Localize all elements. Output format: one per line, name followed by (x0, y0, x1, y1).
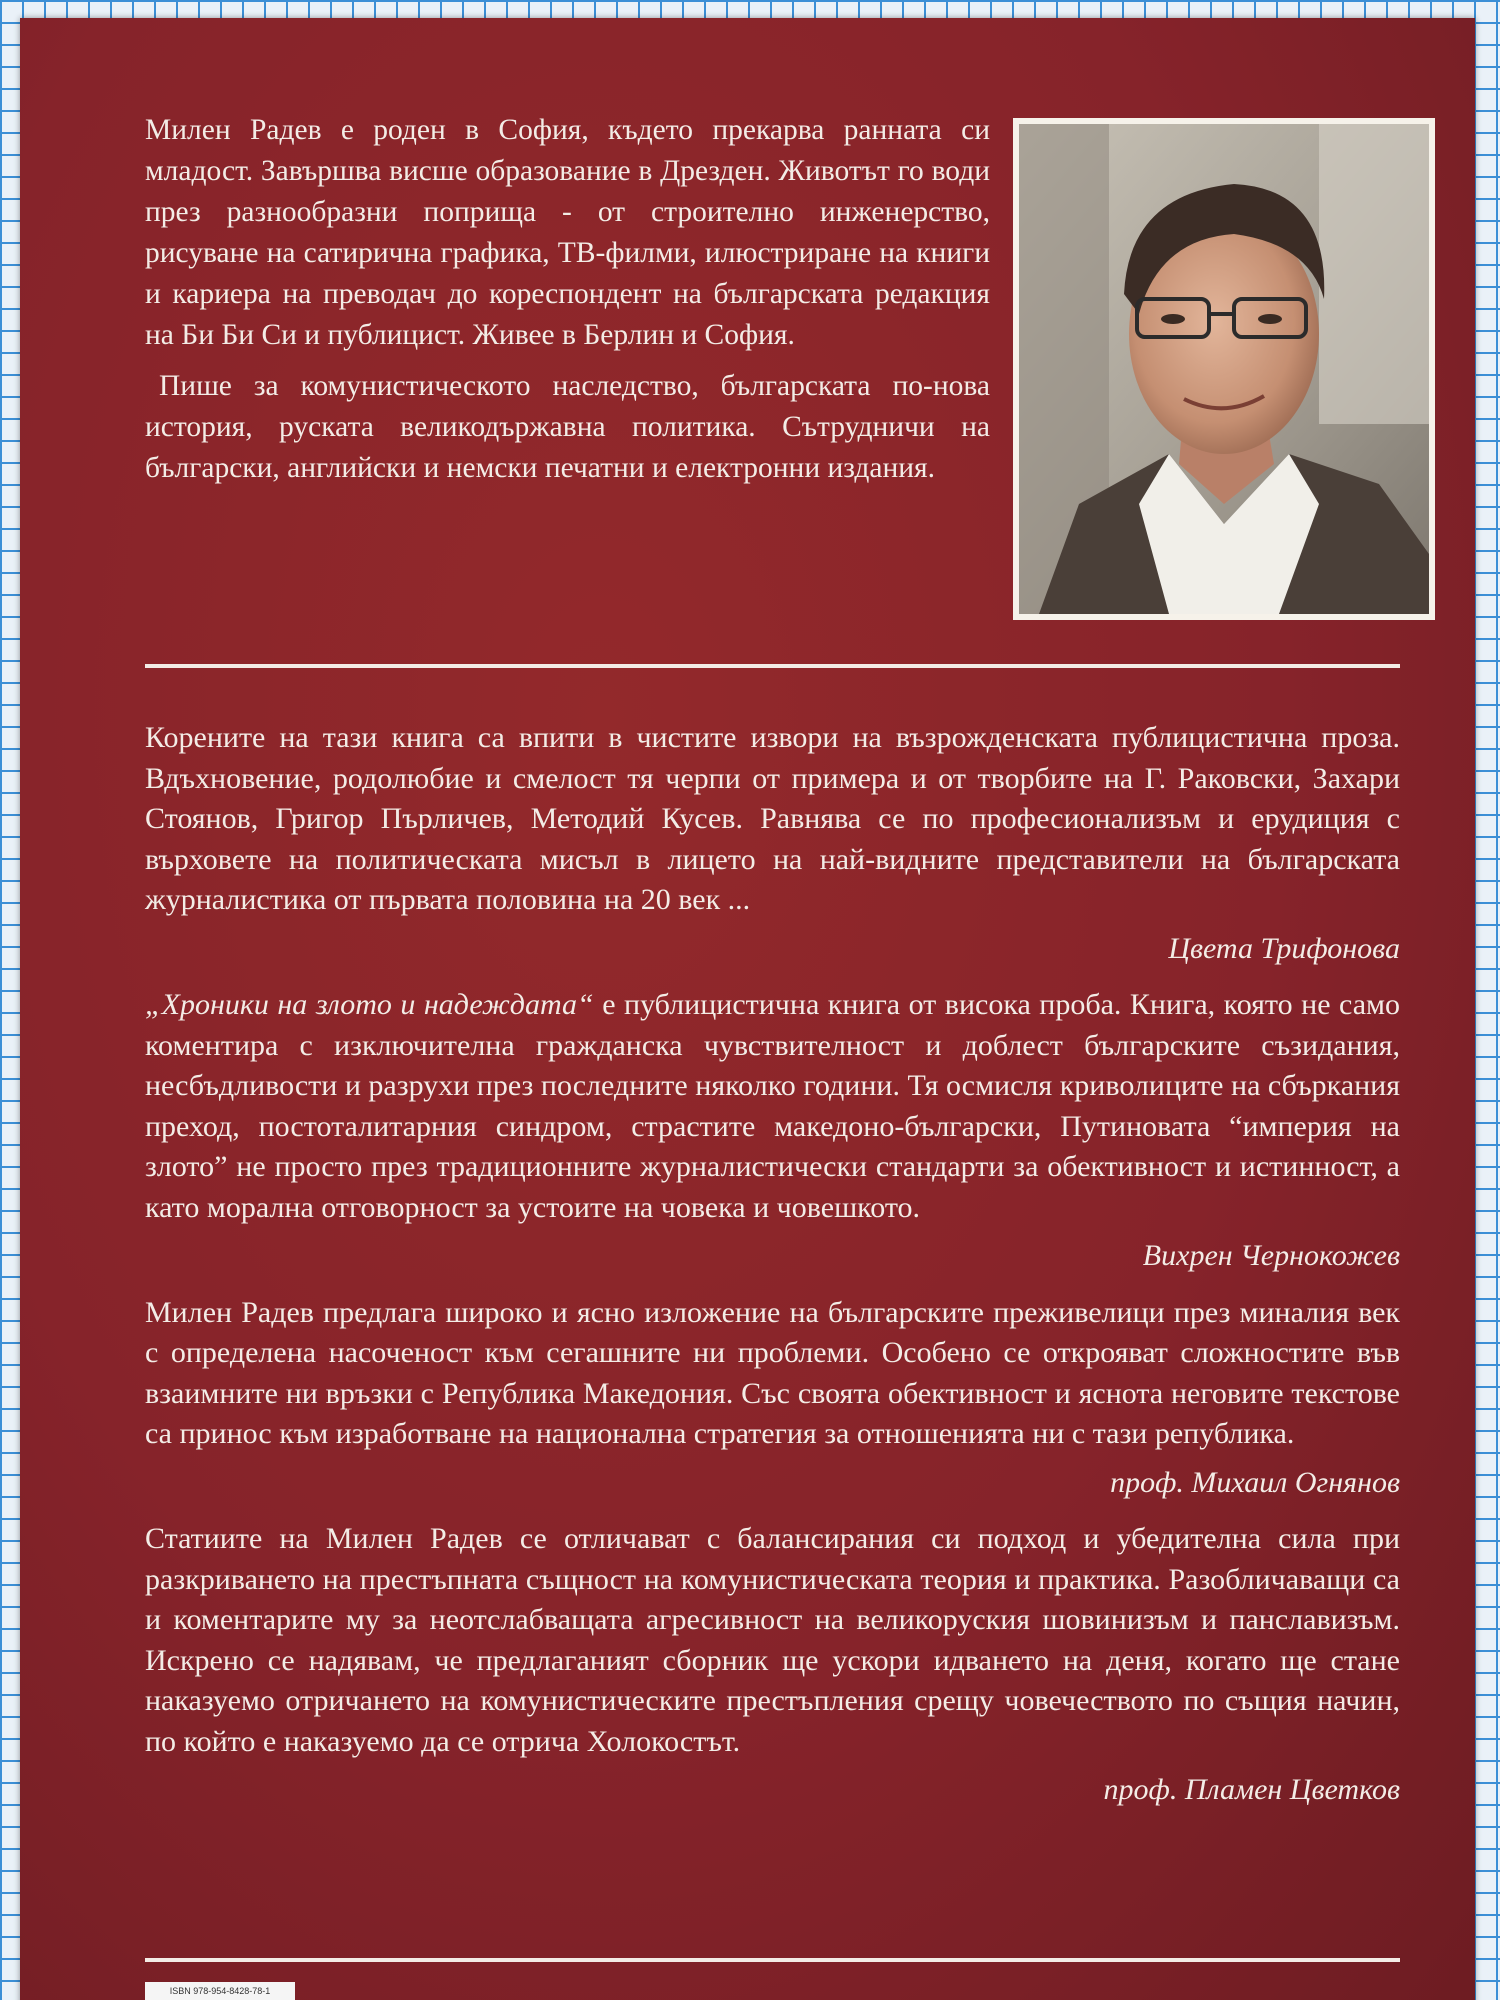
review-1-author: Цвета Трифонова (1168, 931, 1400, 965)
review-3-text: Милен Радев предлага широко и ясно изложение на българските преживелици през миналия век с определена насоченост към сегашните ни проблеми. Особено се открояват сложностите във взаимните ни връзки с Република Македония. Със своята обективност и яснота неговите текстове са принос към изработване на национална стратегия за отношенията ни с тази република. (145, 1295, 1400, 1450)
divider-top (145, 664, 1400, 668)
review-2-body: е публицистична книга от висока проба. Книга, която не само коментира с изключителна гражданска чувствителност и доблест българските съзидания, несбъдливости и разрухи през последните няколко години. Тя осмисля криволиците на сбъркания преход, постоталитарния синдром, страстите македоно-български, Путиновата “империя на злото” не просто през традиционните журналистически стандарти за обективност и истинност, а като морална отговорност за устоите на човека и човешкото. (145, 988, 1400, 1224)
review-3-author: проф. Михаил Огнянов (1110, 1465, 1400, 1499)
portrait-illustration (1019, 124, 1429, 614)
bio-paragraph-2: Пише за комунистическото наследство, българската по-нова история, руската великодържавна политика. Сътрудничи на български, английски и немски печатни и електронни издания. (145, 370, 990, 484)
isbn-barcode-label: ISBN 978-954-8428-78-1 (145, 1982, 295, 2000)
review-2-text (145, 985, 1400, 1228)
review-4-text: Статиите на Милен Радев се отличават с балансирания си подход и убедителна сила при разкриването на престъпната същност на комунистическата теория и практика. Разобличаващи са и коментарите му за неотслабващата агресивност на великоруския шовинизъм и панславизъм. Искрено се надявам, че предлаганият сборник ще ускори идването на деня, когато ще стане наказуемо отричането на комунистическите престъпления срещу човечеството по същия начин, по който е наказуемо да се отрича Холокостът. (145, 1522, 1400, 1758)
author-bio (145, 110, 990, 499)
author-portrait-image (1019, 124, 1429, 614)
review-4-author: проф. Пламен Цветков (1103, 1773, 1400, 1806)
bio-paragraph-1: Милен Радев е роден в София, където прекарва ранната си младост. Завършва висше образование в Дрезден. Животът го води през разнообразни поприща - от строително инженерство, рисуване на сатирична графика, ТВ-филми, илюстриране на книги и кариера на преводач до кореспондент на българската редакция на Би Би Си и публицист. Живее в Берлин и София. (145, 114, 990, 351)
author-photo (1013, 118, 1435, 620)
divider-bottom (145, 1958, 1400, 1962)
book-title: „Хроники на злото и надеждата“ (145, 988, 594, 1021)
review-1-text: Корените на тази книга са впити в чистите извори на възрожденската публицистична проза. Вдъхновение, родолюбие и смелост тя черпи от примера и от творбите на Г. Раковски, Захари Стоянов, Григор Пърличев, Методий Кусев. Равнява се по професионализъм и ерудиция с върховете на политическата мисъл в лицето на най-видните представители на българската журналистика от първата половина на 20 век ... (145, 721, 1400, 916)
review-2-author: Вихрен Чернокожев (1142, 1239, 1400, 1272)
reviews-section (145, 718, 1400, 1827)
